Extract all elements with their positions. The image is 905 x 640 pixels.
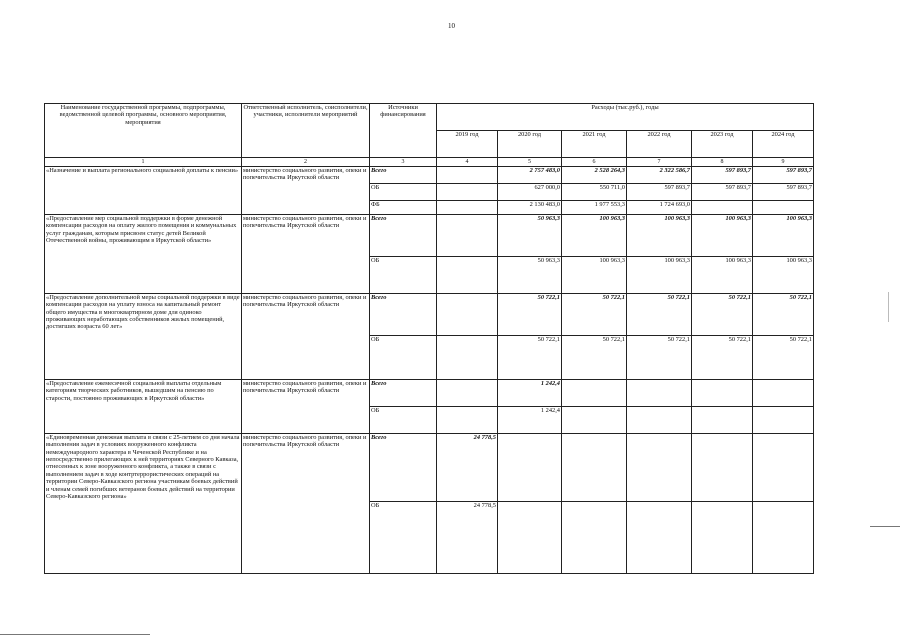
funding-source: Всего <box>370 434 437 502</box>
column-number-row <box>45 158 814 167</box>
value-cell <box>437 184 498 201</box>
value-cell <box>437 407 498 434</box>
funding-source: ОБ <box>370 336 437 380</box>
value-cell <box>562 407 627 434</box>
value-cell <box>437 294 498 336</box>
scan-artifact <box>888 292 889 322</box>
value-cell <box>753 502 814 574</box>
funding-source: ФБ <box>370 201 437 215</box>
table-row <box>45 167 814 184</box>
column-number: 7 <box>627 158 692 167</box>
value-cell: 2 757 483,0 <box>498 167 562 184</box>
value-cell: 50 722,1 <box>692 294 753 336</box>
header-year: 2023 год <box>692 131 753 158</box>
value-cell: 100 963,3 <box>692 257 753 294</box>
value-cell: 2 322 586,7 <box>627 167 692 184</box>
value-cell: 50 722,1 <box>753 336 814 380</box>
value-cell <box>437 336 498 380</box>
column-number: 1 <box>45 158 242 167</box>
funding-source: ОБ <box>370 502 437 574</box>
activity-executor: министерство социального развития, опеки и попечительства Иркутской области <box>242 167 370 215</box>
value-cell <box>753 434 814 502</box>
activity-name: «Единовременная денежная выплата в связи с 25-летием со дня начала выполнения задач в условиях вооруженного конфликта немеждународного характера в Чеченской Республике и на непосредственно прилегающих к ней территориях Северного Кавказа, отнесенных к зоне вооруженного конфликта, а также в связи с выполнением задач в ходе контртеррористических операций на территории Северо-Кавказского региона участникам боевых действий и членам семей погибших ветеранов боевых действий на территории Северо-Кавказского региона» <box>45 434 242 574</box>
value-cell: 24 778,5 <box>437 434 498 502</box>
activity-executor: министерство социального развития, опеки и попечительства Иркутской области <box>242 294 370 380</box>
column-number: 4 <box>437 158 498 167</box>
activity-name: «Предоставление дополнительной меры социальной поддержки в виде компенсации расходов на уплату взноса на капитальный ремонт общего имущества в многоквартирном доме для одиноко проживающих неработающих собственников жилых помещений, достигших возраста 60 лет» <box>45 294 242 380</box>
value-cell: 597 893,7 <box>692 167 753 184</box>
value-cell: 100 963,3 <box>627 215 692 257</box>
funding-source: Всего <box>370 167 437 184</box>
value-cell <box>562 380 627 407</box>
value-cell <box>562 434 627 502</box>
value-cell: 2 130 483,0 <box>498 201 562 215</box>
value-cell: 1 724 693,0 <box>627 201 692 215</box>
header-costs: Расходы (тыс.руб.), годы <box>437 104 814 131</box>
value-cell <box>692 434 753 502</box>
value-cell <box>627 502 692 574</box>
funding-source: ОБ <box>370 184 437 201</box>
header-year: 2019 год <box>437 131 498 158</box>
funding-source: Всего <box>370 380 437 407</box>
header-name: Наименование государственной программы, подпрограммы, ведомственной целевой программы, основного мероприятия, мероприятия <box>45 104 242 158</box>
scan-artifact <box>0 634 150 635</box>
value-cell <box>437 380 498 407</box>
table-row <box>45 215 814 257</box>
value-cell: 50 722,1 <box>498 336 562 380</box>
value-cell <box>437 215 498 257</box>
scan-artifact <box>870 526 900 527</box>
column-number: 5 <box>498 158 562 167</box>
value-cell: 597 893,7 <box>627 184 692 201</box>
value-cell: 550 711,0 <box>562 184 627 201</box>
funding-source: Всего <box>370 215 437 257</box>
value-cell: 1 242,4 <box>498 380 562 407</box>
header-year: 2021 год <box>562 131 627 158</box>
value-cell <box>753 407 814 434</box>
table-row <box>45 380 814 407</box>
value-cell <box>498 434 562 502</box>
activity-name: «Назначение и выплата регионального социальной доплаты к пенсии» <box>45 167 242 215</box>
value-cell: 2 528 264,3 <box>562 167 627 184</box>
value-cell: 597 893,7 <box>753 167 814 184</box>
value-cell <box>627 434 692 502</box>
activity-executor: министерство социального развития, опеки и попечительства Иркутской области <box>242 215 370 294</box>
value-cell: 597 893,7 <box>753 184 814 201</box>
value-cell: 50 722,1 <box>562 294 627 336</box>
value-cell: 100 963,3 <box>627 257 692 294</box>
value-cell <box>437 201 498 215</box>
activity-executor: министерство социального развития, опеки и попечительства Иркутской области <box>242 434 370 574</box>
column-number: 2 <box>242 158 370 167</box>
funding-source: ОБ <box>370 407 437 434</box>
value-cell: 50 722,1 <box>627 294 692 336</box>
column-number: 6 <box>562 158 627 167</box>
value-cell <box>692 380 753 407</box>
header-year: 2024 год <box>753 131 814 158</box>
value-cell: 50 722,1 <box>562 336 627 380</box>
value-cell: 50 722,1 <box>498 294 562 336</box>
budget-table <box>44 103 814 574</box>
value-cell: 100 963,3 <box>562 215 627 257</box>
value-cell: 597 893,7 <box>692 184 753 201</box>
activity-name: «Предоставление мер социальной поддержки в форме денежной компенсации расходов на оплату жилого помещения и коммунальных услуг гражданам, которым присвоен статус детей Великой Отечественной войны, проживающим в Иркутской области» <box>45 215 242 294</box>
value-cell <box>437 257 498 294</box>
header-year: 2022 год <box>627 131 692 158</box>
value-cell <box>692 502 753 574</box>
column-number: 3 <box>370 158 437 167</box>
value-cell: 1 242,4 <box>498 407 562 434</box>
activity-executor: министерство социального развития, опеки и попечительства Иркутской области <box>242 380 370 434</box>
value-cell <box>627 380 692 407</box>
value-cell: 50 963,3 <box>498 215 562 257</box>
value-cell: 50 722,1 <box>627 336 692 380</box>
value-cell: 50 963,3 <box>498 257 562 294</box>
page-number: 10 <box>448 22 455 30</box>
funding-source: Всего <box>370 294 437 336</box>
value-cell <box>753 380 814 407</box>
value-cell <box>562 502 627 574</box>
value-cell <box>437 167 498 184</box>
value-cell <box>692 407 753 434</box>
value-cell: 100 963,3 <box>562 257 627 294</box>
header-year: 2020 год <box>498 131 562 158</box>
value-cell <box>627 407 692 434</box>
table-row <box>45 294 814 336</box>
value-cell: 50 722,1 <box>692 336 753 380</box>
activity-name: «Предоставление ежемесячной социальной выплаты отдельным категориям творческих работников, вышедшим на пенсию по старости, постоянно проживающих в Иркутской области» <box>45 380 242 434</box>
value-cell: 1 977 553,3 <box>562 201 627 215</box>
value-cell: 627 000,0 <box>498 184 562 201</box>
column-number: 9 <box>753 158 814 167</box>
header-source: Источники финансирования <box>370 104 437 158</box>
value-cell <box>498 502 562 574</box>
header-executor: Ответственный исполнитель, соисполнители, участники, исполнители мероприятий <box>242 104 370 158</box>
column-number: 8 <box>692 158 753 167</box>
funding-source: ОБ <box>370 257 437 294</box>
table-row <box>45 434 814 502</box>
value-cell: 100 963,3 <box>753 215 814 257</box>
value-cell <box>753 201 814 215</box>
value-cell: 50 722,1 <box>753 294 814 336</box>
value-cell: 100 963,3 <box>692 215 753 257</box>
value-cell <box>692 201 753 215</box>
value-cell: 24 778,5 <box>437 502 498 574</box>
value-cell: 100 963,3 <box>753 257 814 294</box>
